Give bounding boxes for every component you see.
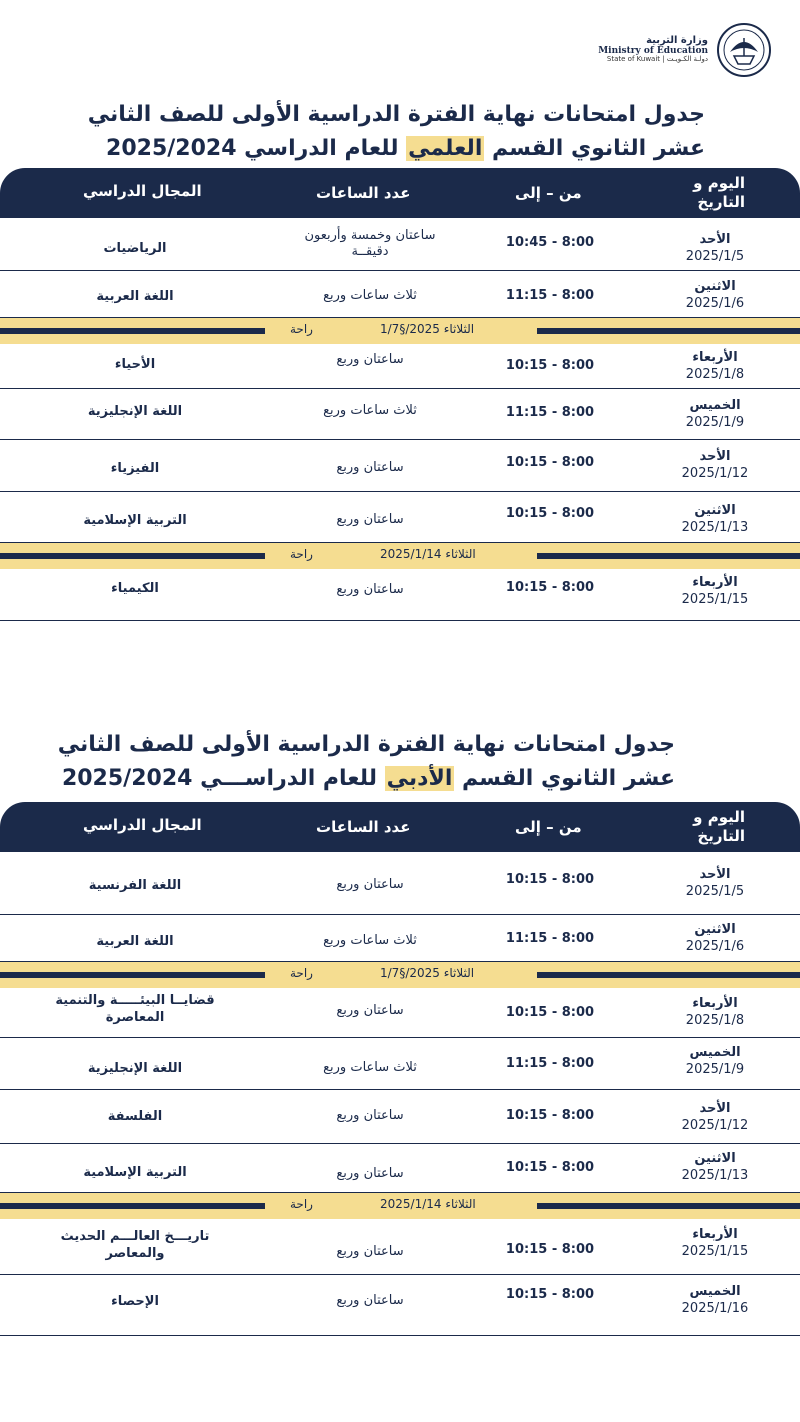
cell-subject: الفيزياء: [110, 461, 160, 476]
table-row: [0, 440, 800, 492]
table-row: [0, 915, 800, 962]
cell-time: 10:15 - 8:00: [505, 506, 595, 521]
cell-duration: ساعتان وربع: [336, 1293, 404, 1308]
rest-date: الثلاثاء 2025/1/14: [380, 547, 476, 561]
cell-time: 11:15 - 8:00: [505, 405, 595, 420]
cell-day-date: الاثنين 2025/1/6: [685, 279, 745, 311]
table-row: [0, 989, 800, 1038]
rest-bar-line: [0, 553, 265, 559]
table-row: [0, 1275, 800, 1336]
header-time: من – إلى: [515, 184, 582, 202]
cell-duration: ساعتان وربع: [336, 1244, 404, 1259]
arts-highlight: الأدبي: [386, 766, 453, 791]
cell-day-date: الاثنين 2025/1/6: [685, 922, 745, 954]
cell-time: 10:15 - 8:00: [505, 1242, 595, 1257]
cell-duration: ساعتان وربع: [336, 1003, 404, 1018]
cell-day-date: الأحد 2025/1/12: [681, 449, 749, 481]
science-title-line1: جدول امتحانات نهاية الفترة الدراسية الأولى للصف الثاني: [87, 102, 705, 127]
rest-label: راحة: [290, 1197, 313, 1211]
cell-subject: الفلسفة: [107, 1109, 163, 1124]
rest-bar-line: [537, 553, 800, 559]
cell-time: 10:15 - 8:00: [505, 1005, 595, 1020]
cell-day-date: الخميس 2025/1/16: [681, 1284, 749, 1316]
table-row: [0, 389, 800, 440]
cell-duration: ساعتان وربع: [336, 582, 404, 597]
table-row: [0, 852, 800, 915]
rest-bar-line: [537, 972, 800, 978]
cell-subject: التربية الإسلامية: [83, 1165, 187, 1180]
arts-title-line2: عشر الثانوي القسم الأدبي للعام الدراســـي 2025/2024: [61, 766, 675, 791]
header-day-date: اليوم و التاريخ: [693, 174, 745, 211]
cell-day-date: الاثنين 2025/1/13: [681, 503, 749, 535]
cell-time: 10:15 - 8:00: [505, 580, 595, 595]
cell-time: 11:15 - 8:00: [505, 931, 595, 946]
rest-bar-line: [0, 328, 265, 334]
table-row: [0, 1038, 800, 1090]
cell-day-date: الأربعاء 2025/1/15: [681, 1227, 749, 1259]
cell-duration: ثلاث ساعات وربع: [323, 933, 417, 948]
cell-subject: تاريـــخ العالـــم الحديث والمعاصر: [60, 1229, 210, 1261]
cell-duration: ساعتان وربع: [336, 352, 404, 367]
cell-time: 10:15 - 8:00: [505, 1108, 595, 1123]
header-day-date: اليوم و التاريخ: [693, 808, 745, 845]
arts-table-header: [0, 802, 800, 852]
table-row: [0, 1220, 800, 1275]
table-row: [0, 218, 800, 271]
cell-subject: اللغة العربية: [96, 934, 174, 949]
rest-day-bar: [0, 318, 800, 344]
rest-bar-line: [537, 1203, 800, 1209]
cell-duration: ساعتان وربع: [336, 512, 404, 527]
cell-time: 10:15 - 8:00: [505, 1160, 595, 1175]
header-subject: المجال الدراسي: [83, 182, 202, 200]
rest-label: راحة: [290, 322, 313, 336]
rest-day-bar: [0, 543, 800, 569]
rest-day-bar: [0, 962, 800, 988]
cell-time: 10:15 - 8:00: [505, 358, 595, 373]
cell-duration: ساعتان وربع: [336, 877, 404, 892]
science-table-header: [0, 168, 800, 218]
cell-duration: ثلاث ساعات وربع: [323, 288, 417, 303]
science-title: [88, 98, 705, 166]
cell-day-date: الأحد 2025/1/12: [681, 1101, 749, 1133]
cell-subject: اللغة الإنجليزية: [87, 404, 183, 419]
cell-duration: ساعتان وخمسة وأربعون دقيقــة: [304, 228, 436, 259]
table-row: [0, 270, 800, 318]
table-row: [0, 570, 800, 621]
cell-day-date: الأربعاء 2025/1/8: [685, 350, 745, 382]
cell-subject: الأحياء: [114, 357, 156, 372]
cell-duration: ساعتان وربع: [336, 1108, 404, 1123]
cell-day-date: الأربعاء 2025/1/15: [681, 575, 749, 607]
header-duration: عدد الساعات: [316, 184, 411, 202]
cell-day-date: الأربعاء 2025/1/8: [685, 996, 745, 1028]
cell-time: 10:15 - 8:00: [505, 872, 595, 887]
cell-time: 11:15 - 8:00: [505, 1056, 595, 1071]
cell-time: 10:45 - 8:00: [505, 235, 595, 250]
cell-time: 10:15 - 8:00: [505, 455, 595, 470]
cell-day-date: الأحد 2025/1/5: [685, 232, 745, 264]
logo-english-name: Ministry of Education: [598, 45, 708, 56]
table-row: [0, 344, 800, 389]
rest-bar-line: [0, 972, 265, 978]
arts-title-line1: جدول امتحانات نهاية الفترة الدراسية الأولى للصف الثاني: [57, 732, 675, 757]
cell-subject: قضايــا البيئـــــة والتنمية المعاصرة: [55, 993, 215, 1025]
header-time: من – إلى: [515, 818, 582, 836]
cell-subject: الكيمياء: [111, 581, 159, 596]
science-highlight: العلمي: [408, 136, 483, 161]
arts-title: [58, 728, 675, 796]
logo-state-line: State of Kuwait | دولـة الكـويـت: [606, 55, 708, 64]
cell-day-date: الاثنين 2025/1/13: [681, 1151, 749, 1183]
header-duration: عدد الساعات: [316, 818, 411, 836]
cell-subject: اللغة العربية: [96, 289, 174, 304]
cell-duration: ساعتان وربع: [336, 460, 404, 475]
rest-label: راحة: [290, 966, 313, 980]
cell-day-date: الخميس 2025/1/9: [685, 1045, 745, 1077]
cell-subject: الرياضيات: [103, 241, 167, 256]
rest-date: الثلاثاء 2025/§1/7: [380, 966, 475, 980]
cell-subject: اللغة الفرنسية: [88, 878, 182, 893]
cell-subject: اللغة الإنجليزية: [87, 1061, 183, 1076]
table-row: [0, 1090, 800, 1144]
cell-duration: ثلاث ساعات وربع: [323, 1060, 417, 1075]
rest-bar-line: [537, 328, 800, 334]
cell-day-date: الأحد 2025/1/5: [685, 867, 745, 899]
cell-subject: التربية الإسلامية: [83, 513, 187, 528]
rest-day-bar: [0, 1193, 800, 1219]
table-row: [0, 1144, 800, 1193]
cell-subject: الإحصاء: [111, 1294, 159, 1309]
header-subject: المجال الدراسي: [83, 816, 202, 834]
rest-date: الثلاثاء 2025/1/14: [380, 1197, 476, 1211]
ministry-logo: [598, 22, 772, 78]
rest-label: راحة: [290, 547, 313, 561]
cell-day-date: الخميس 2025/1/9: [685, 398, 745, 430]
science-title-line2: عشر الثانوي القسم العلمي للعام الدراسي 2025/2024: [106, 136, 705, 161]
cell-duration: ساعتان وربع: [336, 1166, 404, 1181]
logo-arabic-name: وزارة التربية: [646, 35, 708, 47]
cell-time: 11:15 - 8:00: [505, 288, 595, 303]
rest-date: الثلاثاء 2025/§1/7: [380, 322, 475, 336]
kuwait-emblem-icon: [716, 22, 772, 78]
cell-time: 10:15 - 8:00: [505, 1287, 595, 1302]
cell-duration: ثلاث ساعات وربع: [323, 403, 417, 418]
rest-bar-line: [0, 1203, 265, 1209]
table-row: [0, 492, 800, 543]
